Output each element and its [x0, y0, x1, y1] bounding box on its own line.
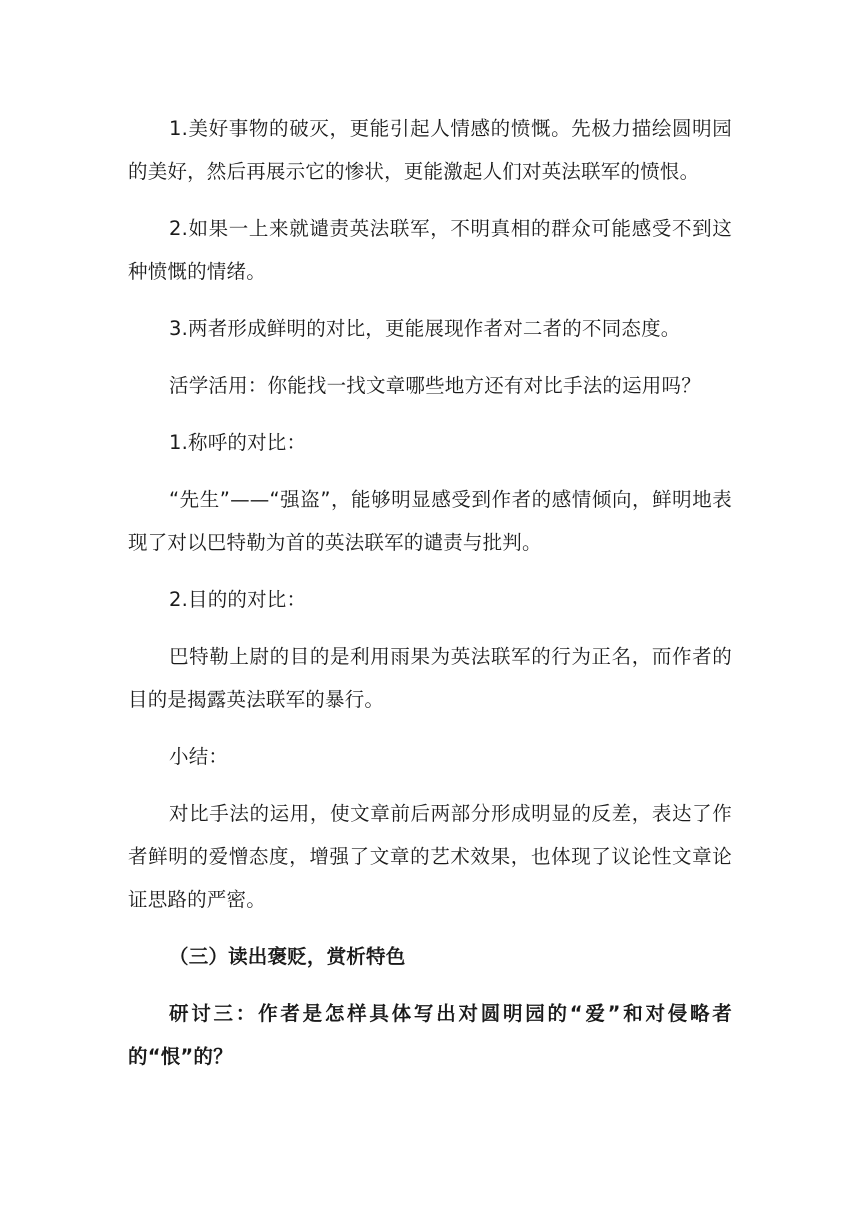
paragraph-contrast-reason-1: 1.美好事物的破灭，更能引起人情感的愤慨。先极力描绘圆明园的美好，然后再展示它的惨状，更能激起人们对英法联军的愤恨。	[128, 117, 732, 183]
paragraph-purpose-contrast-heading: 2.目的的对比：	[169, 588, 307, 611]
section-heading: （三）读出褒贬，赏析特色	[169, 945, 406, 968]
document-page	[128, 107, 732, 1092]
paragraph-contrast-reason-2: 2.如果一上来就谴责英法联军，不明真相的群众可能感受不到这种愤慨的情绪。	[128, 217, 732, 283]
paragraph-practice-question: 活学活用：你能找一找文章哪些地方还有对比手法的运用吗？	[169, 374, 701, 397]
paragraph-address-contrast-heading: 1.称呼的对比：	[169, 431, 307, 454]
paragraph-address-contrast-body: “先生”——“强盗”，能够明显感受到作者的感情倾向，鲜明地表现了对以巴特勒为首的英法联军的谴责与批判。	[128, 488, 732, 554]
paragraph-summary-body: 对比手法的运用，使文章前后两部分形成明显的反差，表达了作者鲜明的爱憎态度，增强了文章的艺术效果，也体现了议论性文章论证思路的严密。	[128, 802, 732, 911]
paragraph-summary-heading: 小结：	[169, 745, 229, 768]
discussion-question: 研讨三：作者是怎样具体写出对圆明园的“爱”和对侵略者的“恨”的？	[128, 1002, 732, 1068]
paragraph-contrast-reason-3: 3.两者形成鲜明的对比，更能展现作者对二者的不同态度。	[169, 317, 681, 340]
paragraph-purpose-contrast-body: 巴特勒上尉的目的是利用雨果为英法联军的行为正名，而作者的目的是揭露英法联军的暴行。	[128, 645, 732, 711]
